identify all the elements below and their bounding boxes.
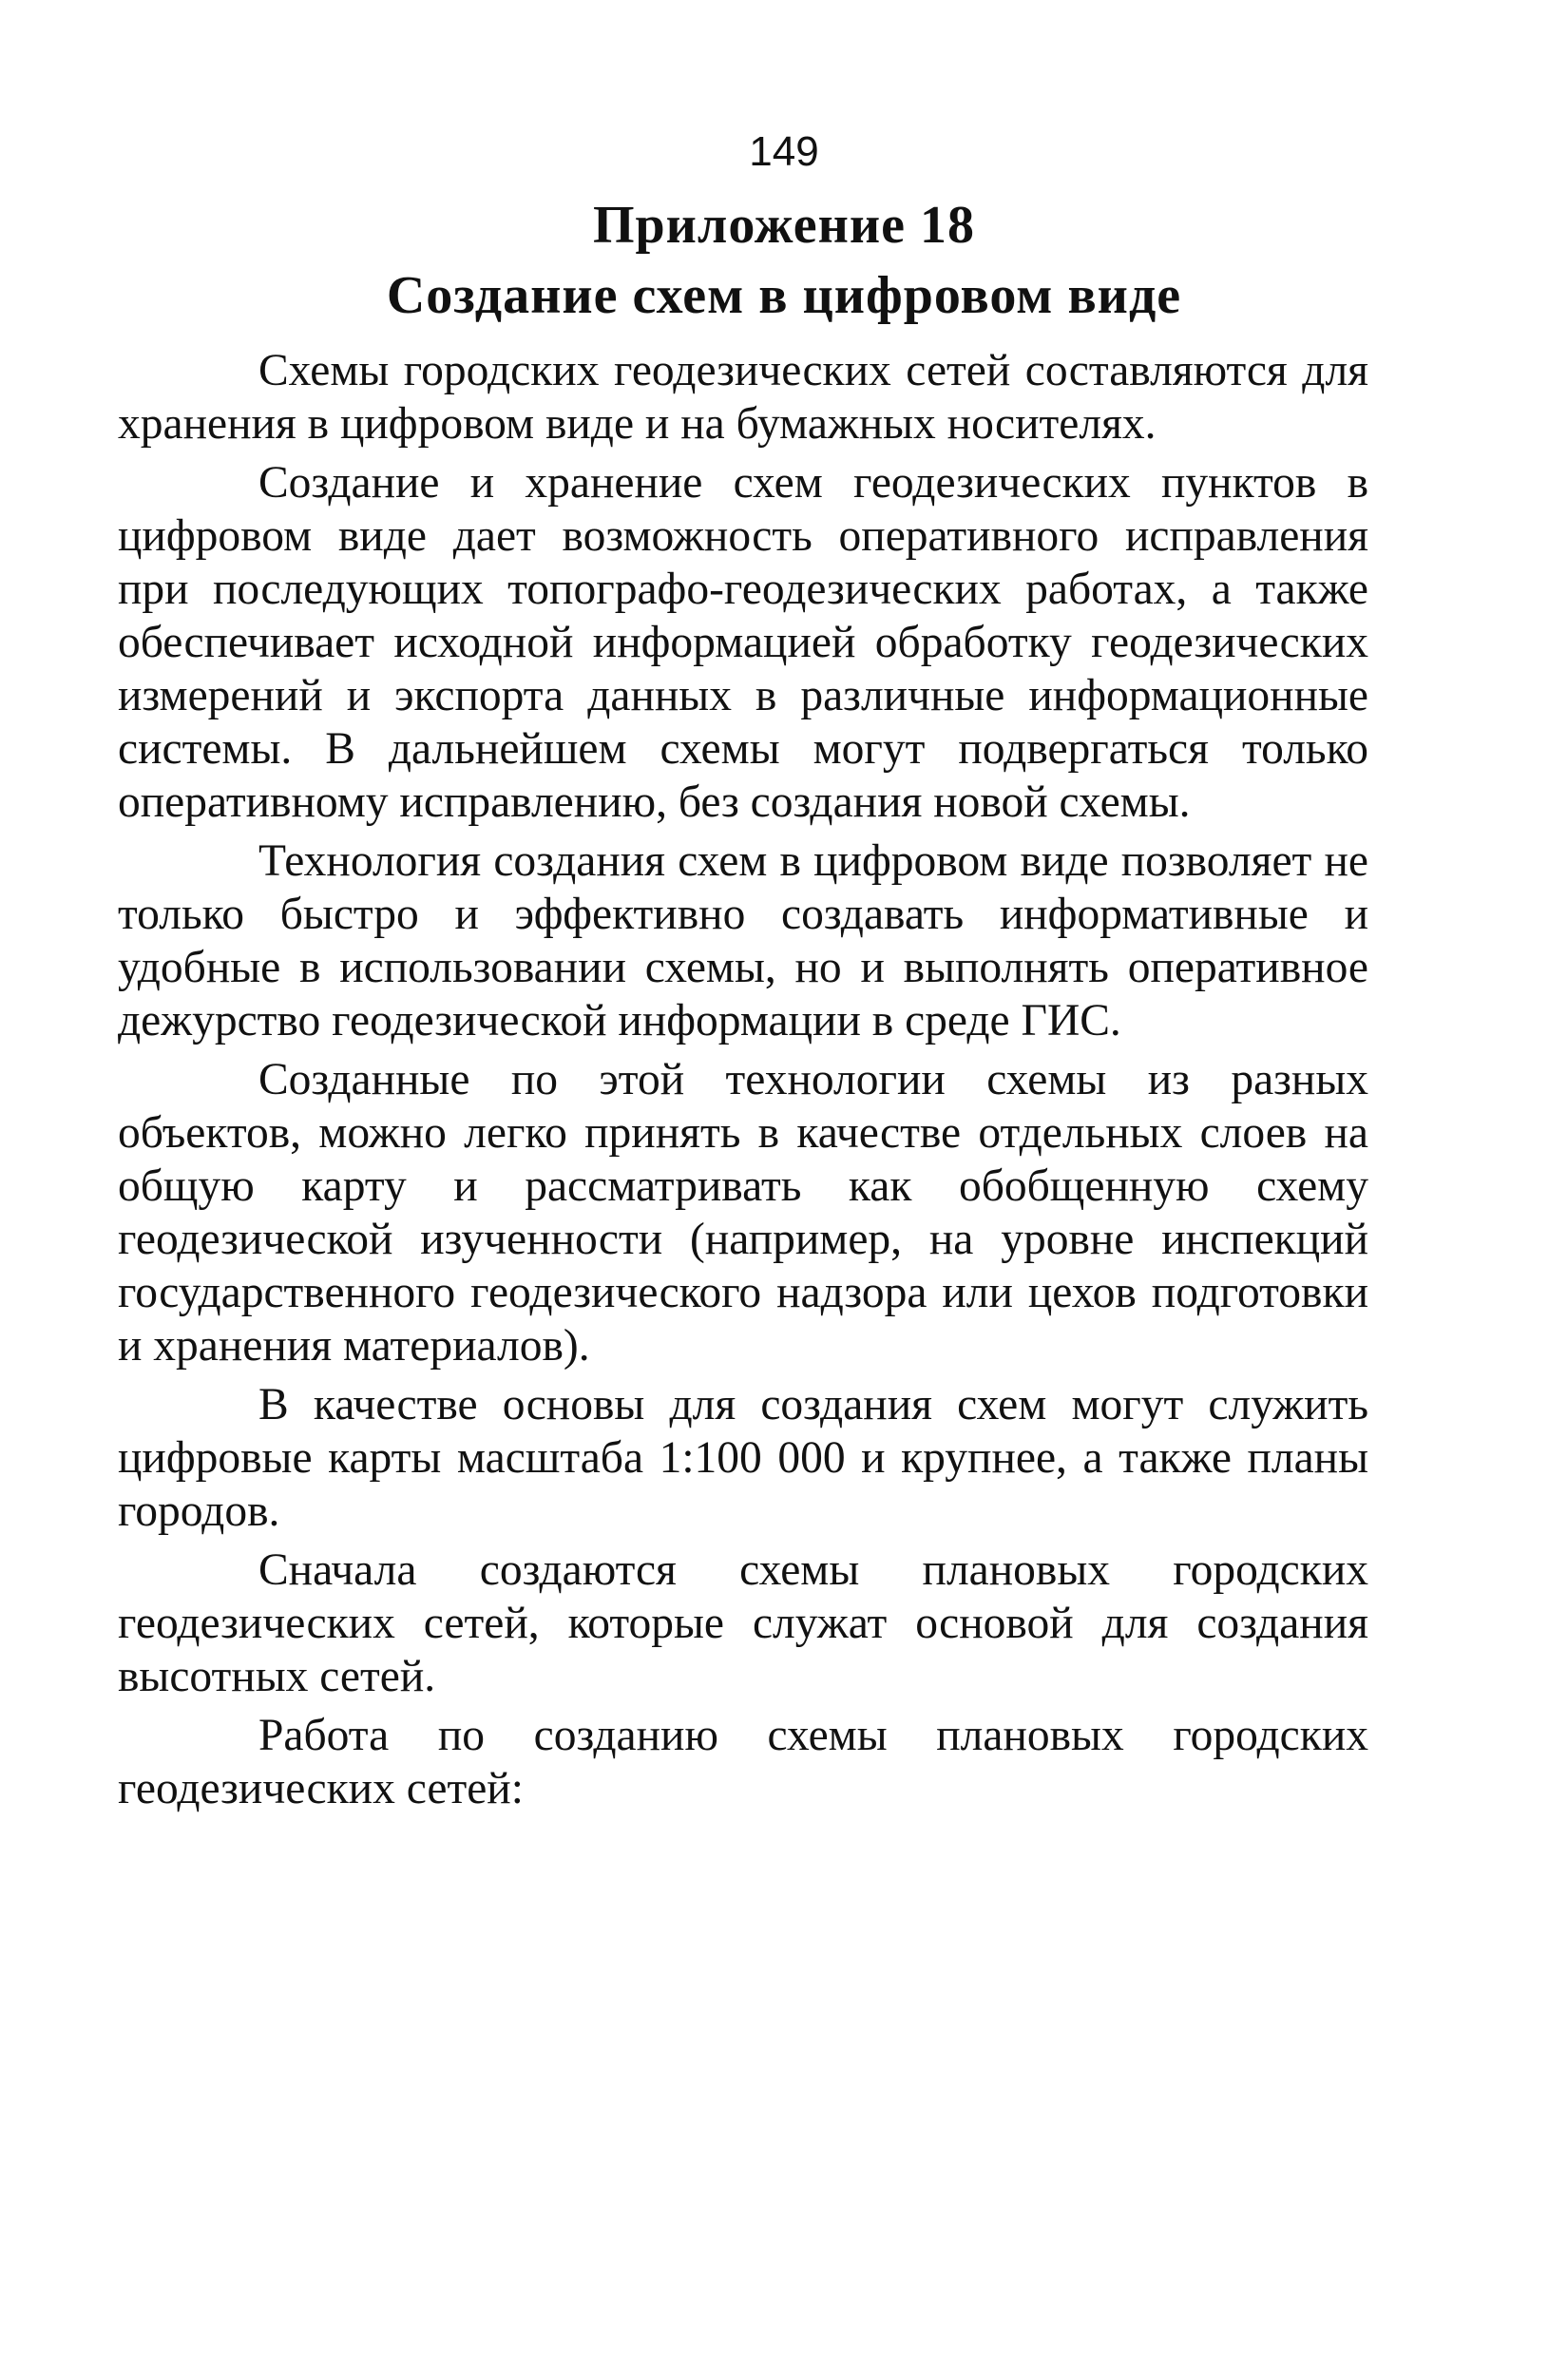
body-text — [118, 344, 1368, 1821]
paragraph: Технология создания схем в цифровом виде позволяет не только быстро и эффективно создавать информативные и удобные в использовании схемы, но и выполнять оперативное дежурство геодезической информации в среде ГИС. — [118, 836, 1368, 1045]
page-heading — [0, 190, 1568, 331]
page-number: 149 — [749, 128, 819, 175]
appendix-title: Приложение 18 — [592, 196, 976, 255]
paragraph: Сначала создаются схемы плановых городских геодезических сетей, которые служат основой для создания высотных сетей. — [118, 1545, 1368, 1701]
paragraph: Созданные по этой технологии схемы из разных объектов, можно легко принять в качестве отдельных слоев на общую карту и рассматривать как обобщенную схему геодезической изученности (например, на уровне инспекций государственного геодезического надзора или цехов подготовки и хранения материалов). — [118, 1055, 1368, 1371]
paragraph: Работа по созданию схемы плановых городских геодезических сетей: — [118, 1711, 1368, 1813]
paragraph: Создание и хранение схем геодезических пунктов в цифровом виде дает возможность оперативного исправления при последующих топографо-геодезических работах, а также обеспечивает исходной информацией обработку геодезических измерений и экспорта данных в различные информационные системы. В дальнейшем схемы могут подвергаться только оперативному исправлению, без создания новой схемы. — [118, 458, 1368, 827]
paragraph: В качестве основы для создания схем могут служить цифровые карты масштаба 1:100 000 и крупнее, а также планы городов. — [118, 1380, 1368, 1536]
paragraph: Схемы городских геодезических сетей составляются для хранения в цифровом виде и на бумажных носителях. — [118, 346, 1368, 449]
section-title: Создание схем в цифровом виде — [386, 266, 1182, 325]
